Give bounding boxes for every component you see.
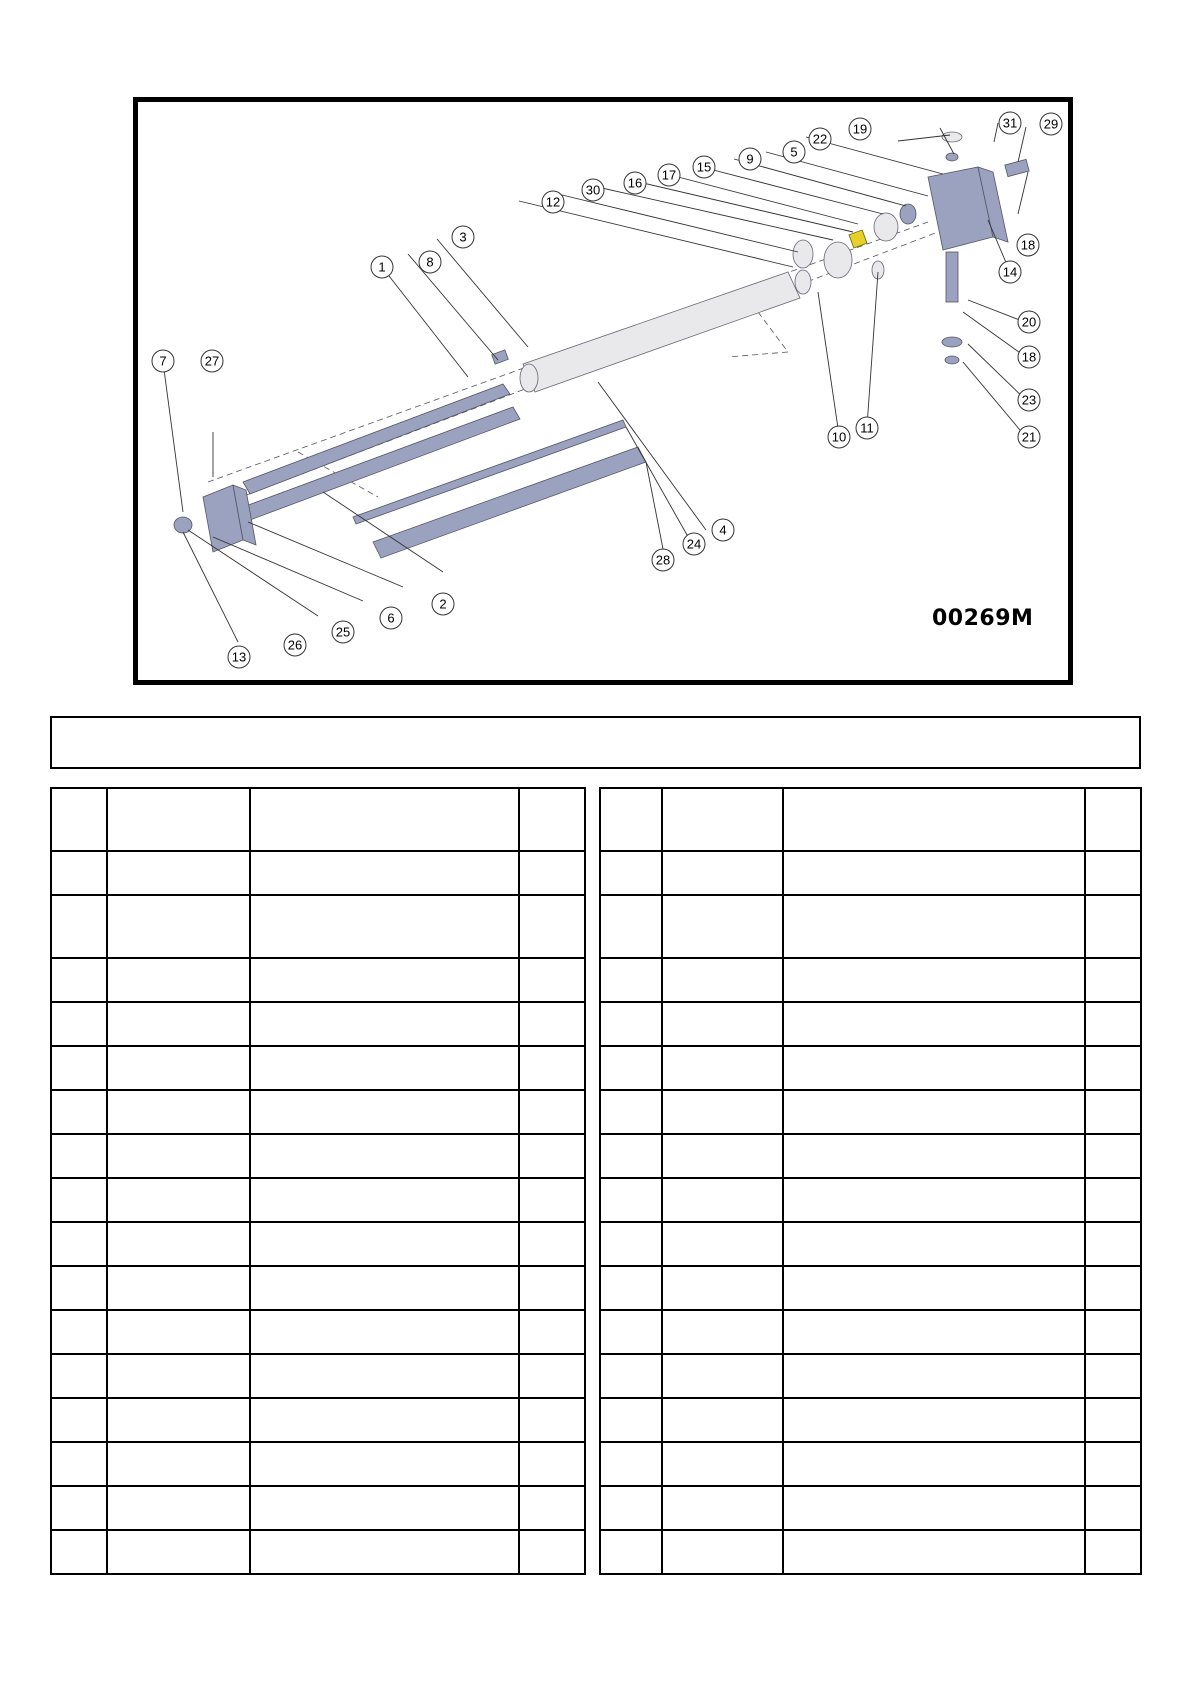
- table-row: [51, 851, 585, 895]
- callout-13: [228, 646, 250, 668]
- svg-text:18: 18: [1020, 237, 1036, 253]
- table-row: [600, 1046, 1141, 1090]
- callout-7: [152, 350, 174, 372]
- callout-2: [432, 593, 454, 615]
- svg-text:27: 27: [204, 353, 220, 369]
- svg-text:15: 15: [696, 159, 712, 175]
- piston-part: [824, 242, 852, 278]
- table-row: [600, 1178, 1141, 1222]
- table-row: [51, 1310, 585, 1354]
- highlighted-part: [849, 230, 867, 248]
- callout-27: [201, 350, 223, 372]
- callout-20: [1018, 311, 1040, 333]
- callout-9: [739, 148, 761, 170]
- cap-part: [946, 153, 958, 161]
- callout-5: [783, 141, 805, 163]
- svg-text:6: 6: [387, 610, 395, 626]
- table-row: [600, 1222, 1141, 1266]
- rod-part: [243, 407, 520, 520]
- callout-6: [380, 607, 402, 629]
- header-cell: [600, 788, 662, 851]
- table-row: [51, 1002, 585, 1046]
- callout-1: [371, 256, 393, 278]
- table-row: [51, 1046, 585, 1090]
- table-row: [51, 1530, 585, 1574]
- callout-11: [856, 417, 878, 439]
- svg-text:14: 14: [1002, 264, 1018, 280]
- table-row: [600, 1134, 1141, 1178]
- table-row: [600, 895, 1141, 958]
- table-header-row: [51, 788, 585, 851]
- callout-14: [999, 261, 1021, 283]
- header-cell: [783, 788, 1085, 851]
- svg-text:16: 16: [627, 175, 643, 191]
- svg-text:24: 24: [686, 536, 702, 552]
- svg-text:30: 30: [585, 182, 601, 198]
- ring-part: [795, 270, 811, 294]
- callout-25: [332, 621, 354, 643]
- svg-text:18: 18: [1021, 349, 1037, 365]
- svg-text:7: 7: [159, 353, 167, 369]
- svg-text:3: 3: [459, 229, 467, 245]
- callout-8: [419, 251, 441, 273]
- table-row: [51, 1398, 585, 1442]
- callout-21: [1018, 426, 1040, 448]
- table-header-row: [600, 788, 1141, 851]
- svg-text:9: 9: [746, 151, 754, 167]
- table-row: [51, 1222, 585, 1266]
- svg-text:20: 20: [1021, 314, 1037, 330]
- callout-19: [849, 118, 871, 140]
- svg-text:23: 23: [1021, 392, 1037, 408]
- washer-part: [945, 356, 959, 364]
- drawing-number: 00269M: [932, 606, 1034, 631]
- callout-23: [1018, 389, 1040, 411]
- table-row: [600, 1090, 1141, 1134]
- header-cell: [1085, 788, 1141, 851]
- table-row: [600, 1354, 1141, 1398]
- svg-text:22: 22: [812, 131, 828, 147]
- callout-18: [1017, 234, 1039, 256]
- table-row: [600, 1310, 1141, 1354]
- ring-part: [793, 240, 813, 268]
- callout-18b: [1018, 346, 1040, 368]
- assembly-illustration: [138, 102, 1068, 680]
- svg-text:4: 4: [719, 522, 727, 538]
- svg-text:26: 26: [287, 637, 303, 653]
- callout-31: [999, 112, 1021, 134]
- svg-text:12: 12: [545, 194, 561, 210]
- callout-15: [693, 156, 715, 178]
- svg-text:28: 28: [655, 552, 671, 568]
- svg-text:17: 17: [661, 167, 677, 183]
- table-row: [600, 851, 1141, 895]
- table-row: [51, 1178, 585, 1222]
- header-cell: [51, 788, 107, 851]
- nut-part: [492, 350, 509, 364]
- svg-text:29: 29: [1043, 116, 1059, 132]
- table-row: [51, 1134, 585, 1178]
- table-row: [600, 1266, 1141, 1310]
- table-row: [51, 1266, 585, 1310]
- header-cell: [250, 788, 519, 851]
- parts-table-title: [50, 716, 1141, 769]
- callout-28: [652, 549, 674, 571]
- svg-text:5: 5: [790, 144, 798, 160]
- gland-part: [874, 213, 898, 241]
- table-row: [51, 1486, 585, 1530]
- header-cell: [519, 788, 585, 851]
- washer-part: [942, 337, 962, 347]
- callout-10: [828, 426, 850, 448]
- table-row: [51, 1090, 585, 1134]
- header-cell: [107, 788, 250, 851]
- callout-3: [452, 226, 474, 248]
- svg-text:25: 25: [335, 624, 351, 640]
- table-row: [51, 1354, 585, 1398]
- fitting-part: [1005, 159, 1029, 176]
- table-row: [51, 895, 585, 958]
- seal-part: [900, 204, 916, 224]
- table-row: [51, 1442, 585, 1486]
- callout-22: [809, 128, 831, 150]
- svg-text:13: 13: [231, 649, 247, 665]
- table-row: [600, 1486, 1141, 1530]
- svg-text:10: 10: [831, 429, 847, 445]
- parts-table-right: [599, 787, 1142, 1575]
- table-row: [600, 1530, 1141, 1574]
- svg-text:11: 11: [860, 420, 874, 436]
- table-row: [51, 958, 585, 1002]
- callout-17: [658, 164, 680, 186]
- valve-stem: [946, 252, 958, 302]
- callout-4: [712, 519, 734, 541]
- callout-24: [683, 533, 705, 555]
- callout-29: [1040, 113, 1062, 135]
- svg-text:21: 21: [1021, 429, 1037, 445]
- callout-30: [582, 179, 604, 201]
- svg-text:19: 19: [852, 121, 868, 137]
- callout-12: [542, 191, 564, 213]
- callout-16: [624, 172, 646, 194]
- callout-26: [284, 634, 306, 656]
- table-row: [600, 1398, 1141, 1442]
- table-row: [600, 958, 1141, 1002]
- parts-table-left: [50, 787, 586, 1575]
- svg-text:2: 2: [439, 596, 447, 612]
- tube-end: [520, 364, 538, 392]
- exploded-view-drawing: [133, 97, 1073, 685]
- svg-text:8: 8: [426, 254, 434, 270]
- tube-part: [523, 272, 800, 392]
- svg-text:31: 31: [1002, 115, 1018, 131]
- table-row: [600, 1442, 1141, 1486]
- header-cell: [662, 788, 783, 851]
- svg-text:1: 1: [378, 259, 386, 275]
- table-row: [600, 1002, 1141, 1046]
